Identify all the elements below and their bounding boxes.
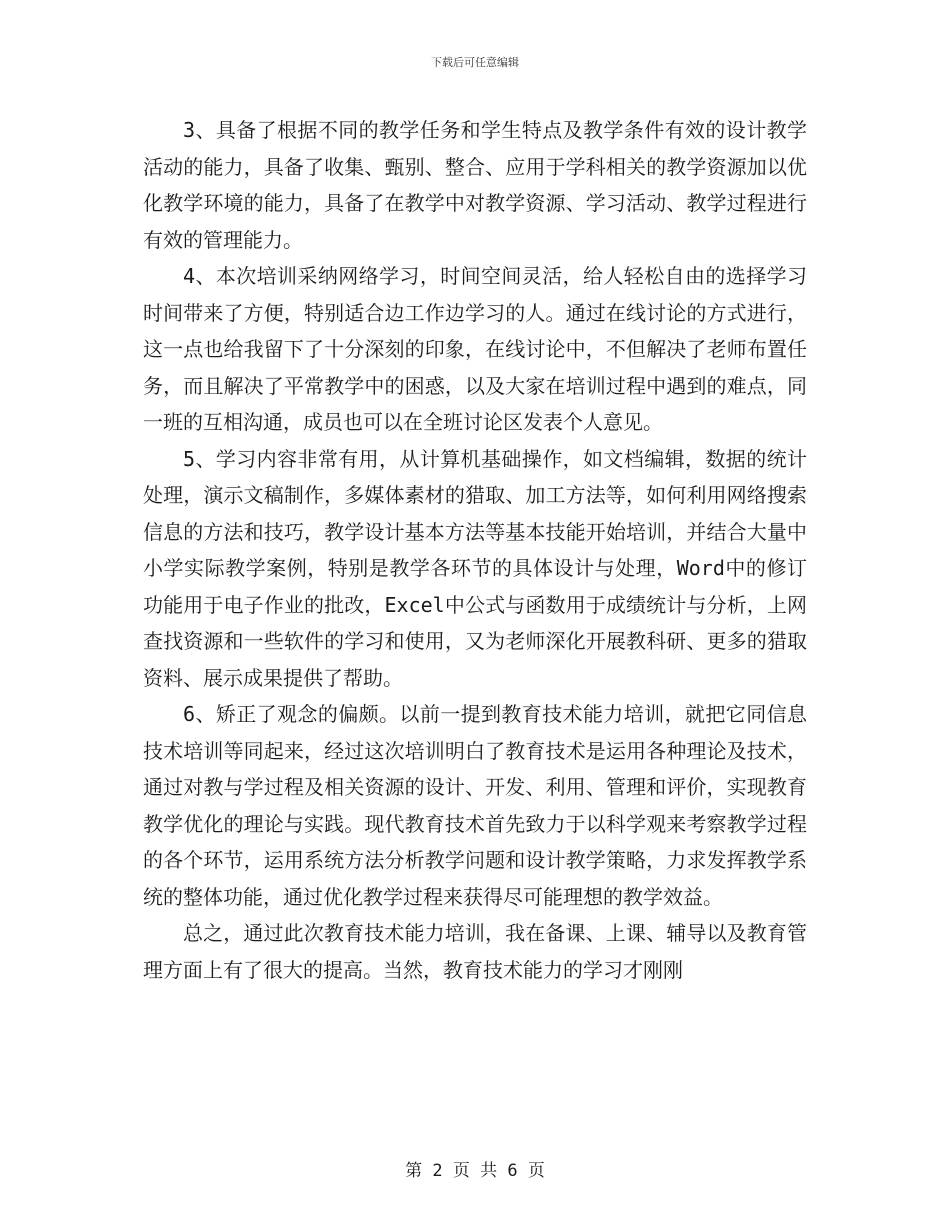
paragraph-5: 5、学习内容非常有用，从计算机基础操作，如文档编辑，数据的统计处理，演示文稿制作，多媒体素材的猎取、加工方法等，如何利用网络搜索信息的方法和技巧，教学设计基本方法等基本技能开始培训，并结合大量中小学实际教学案例，特别是教学各环节的具体设计与处理，Word中的修订功能用于电子作业的批改，Excel中公式与函数用于成绩统计与分析，上网查找资源和一些软件的学习和使用，又为老师深化开展教科研、更多的猎取资料、展示成果提供了帮助。: [143, 446, 807, 690]
paragraph-3: 3、具备了根据不同的教学任务和学生特点及教学条件有效的设计教学活动的能力，具备了收集、甄别、整合、应用于学科相关的教学资源加以优化教学环境的能力，具备了在教学中对教学资源、学习活动、教学过程进行有效的管理能力。: [143, 118, 807, 252]
paragraph-summary: 总之，通过此次教育技术能力培训，我在备课、上课、辅导以及教育管理方面上有了很大的提高。当然，教育技术能力的学习才刚刚: [143, 921, 807, 982]
page-header: 下载后可任意编辑: [431, 56, 519, 69]
document-body: [143, 112, 807, 988]
page-number: 第 2 页 共 6 页: [405, 1161, 545, 1181]
paragraph-6: 6、矫正了观念的偏颇。以前一提到教育技术能力培训，就把它同信息技术培训等同起来，经过这次培训明白了教育技术是运用各种理论及技术，通过对教与学过程及相关资源的设计、开发、利用、管理和评价，实现教育教学优化的理论与实践。现代教育技术首先致力于以科学观来考察教学过程的各个环节，运用系统方法分析教学问题和设计教学策略，力求发挥教学系统的整体功能，通过优化教学过程来获得尽可能理想的教学效益。: [143, 702, 807, 909]
paragraph-4: 4、本次培训采纳网络学习，时间空间灵活，给人轻松自由的选择学习时间带来了方便，特别适合边工作边学习的人。通过在线讨论的方式进行，这一点也给我留下了十分深刻的印象，在线讨论中，不但解决了老师布置任务，而且解决了平常教学中的困惑，以及大家在培训过程中遇到的难点，同一班的互相沟通，成员也可以在全班讨论区发表个人意见。: [143, 264, 807, 434]
